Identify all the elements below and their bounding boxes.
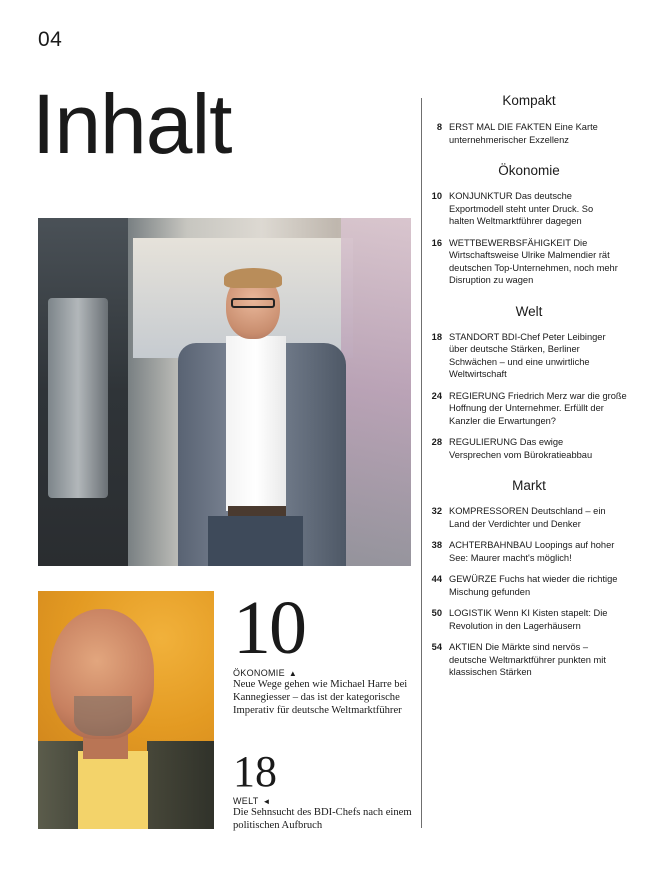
photo-belt [228,506,286,516]
toc-page-number: 32 [431,506,442,516]
toc-section-heading: Welt [515,303,543,319]
toc-description: Eine Karte unternehmerischer Exzellenz [449,122,598,145]
toc-keyword: ACHTERBAHNBAU [449,540,533,550]
toc-keyword: REGULIERUNG [449,437,518,447]
photo-machine-detail [48,298,108,498]
toc-keyword: ERST MAL DIE FAKTEN [449,122,552,132]
feature-teaser-18[interactable] [233,747,413,832]
page-number: 04 [38,28,63,51]
toc-page-number: 8 [436,122,442,132]
photo-glasses [231,298,275,308]
toc-entry[interactable] [427,505,631,530]
toc-description: Das deutsche Exportmodell steht unter Druck. So halten Weltmarktführer dagegen [449,191,594,226]
toc-entry[interactable] [427,539,631,564]
toc-entry[interactable] [427,573,631,598]
table-of-contents [427,92,631,679]
toc-section-oekonomie [427,162,631,287]
photo-shirt [78,751,148,829]
toc-page-number: 54 [431,642,442,652]
arrow-up-icon: ▲ [288,669,298,678]
toc-page-number: 50 [431,608,442,618]
toc-section-kompakt [427,92,631,146]
toc-page-number: 38 [431,540,442,550]
feature-number: 10 [233,586,305,670]
toc-keyword: GEWÜRZE [449,574,497,584]
toc-entry[interactable] [427,190,631,228]
toc-keyword: REGIERUNG [449,390,506,401]
toc-section-welt [427,303,631,462]
toc-section-heading: Ökonomie [498,163,560,178]
toc-section-heading: Kompakt [502,93,556,108]
toc-keyword: STANDORT [449,331,500,342]
toc-entry[interactable] [427,607,631,632]
toc-page-number: 18 [431,331,442,342]
toc-description: Loopings auf hoher See: Maurer macht's möglich! [449,540,615,563]
feature-photo-portrait[interactable] [38,591,214,829]
photo-hair [224,268,282,288]
toc-entry[interactable] [427,436,631,461]
toc-description: Friedrich Merz war die große Hoffnung der Unternehmer. Erfüllt der Kanzler die Erwartungen? [449,390,627,426]
toc-keyword: KONJUNKTUR [449,191,513,201]
feature-number: 18 [233,747,277,796]
arrow-left-icon: ◄ [262,797,271,806]
photo-shirt [226,336,286,511]
toc-page-number: 28 [431,437,442,447]
feature-teaser-10[interactable] [233,586,413,717]
toc-description: Wenn KI Kisten stapelt: Die Revolution in den Lagerhäusern [449,608,608,631]
feature-section [233,796,413,806]
toc-keyword: KOMPRESSOREN [449,506,529,516]
toc-page-number: 10 [431,191,442,201]
feature-photo-factory[interactable] [38,218,411,566]
toc-keyword: AKTIEN [449,642,483,652]
feature-description: Neue Wege gehen wie Michael Harre bei Kannegiesser – das ist der kategorische Imperativ für deutsche Weltmarktführer [233,679,408,716]
toc-keyword: WETTBEWERBSFÄHIGKEIT [449,237,571,248]
photo-light [341,218,411,566]
photo-trousers [208,516,303,566]
toc-keyword: LOGISTIK [449,608,492,618]
toc-description: Deutschland – ein Land der Verdichter und Denker [449,506,606,529]
toc-page-number: 16 [431,237,442,248]
toc-description: Die Märkte sind nervös – deutsche Weltmarktführer punkten mit klassischen Stärken [449,642,606,677]
feature-description: Die Sehnsucht des BDI-Chefs nach einem politischen Aufbruch [233,807,412,831]
column-divider [421,98,422,828]
toc-section-markt [427,477,631,679]
feature-section [233,668,413,678]
toc-entry[interactable] [427,237,631,287]
feature-section-label: ÖKONOMIE [233,668,285,678]
feature-section-label: WELT [233,796,259,806]
page-title: Inhalt [32,77,232,171]
toc-description: Die Wirtschaftsweise Ulrike Malmendier rät deutschen Top-Unternehmen, noch mehr Disruption zu wagen [449,237,618,285]
toc-page-number: 24 [431,390,442,401]
toc-entry[interactable] [427,121,631,146]
toc-section-heading: Markt [512,478,546,493]
toc-page-number: 44 [431,574,442,584]
photo-beard [74,696,132,736]
toc-description: Fuchs hat wieder die richtige Mischung gefunden [449,574,618,597]
toc-entry[interactable] [427,331,631,381]
toc-description: BDI-Chef Peter Leibinger über deutsche Stärken, Berliner Schwächen – und eine unwirtliche Weltwirtschaft [449,331,606,379]
toc-entry[interactable] [427,390,631,428]
toc-description: Das ewige Versprechen vom Bürokratieabbau [449,437,593,460]
toc-entry[interactable] [427,641,631,679]
